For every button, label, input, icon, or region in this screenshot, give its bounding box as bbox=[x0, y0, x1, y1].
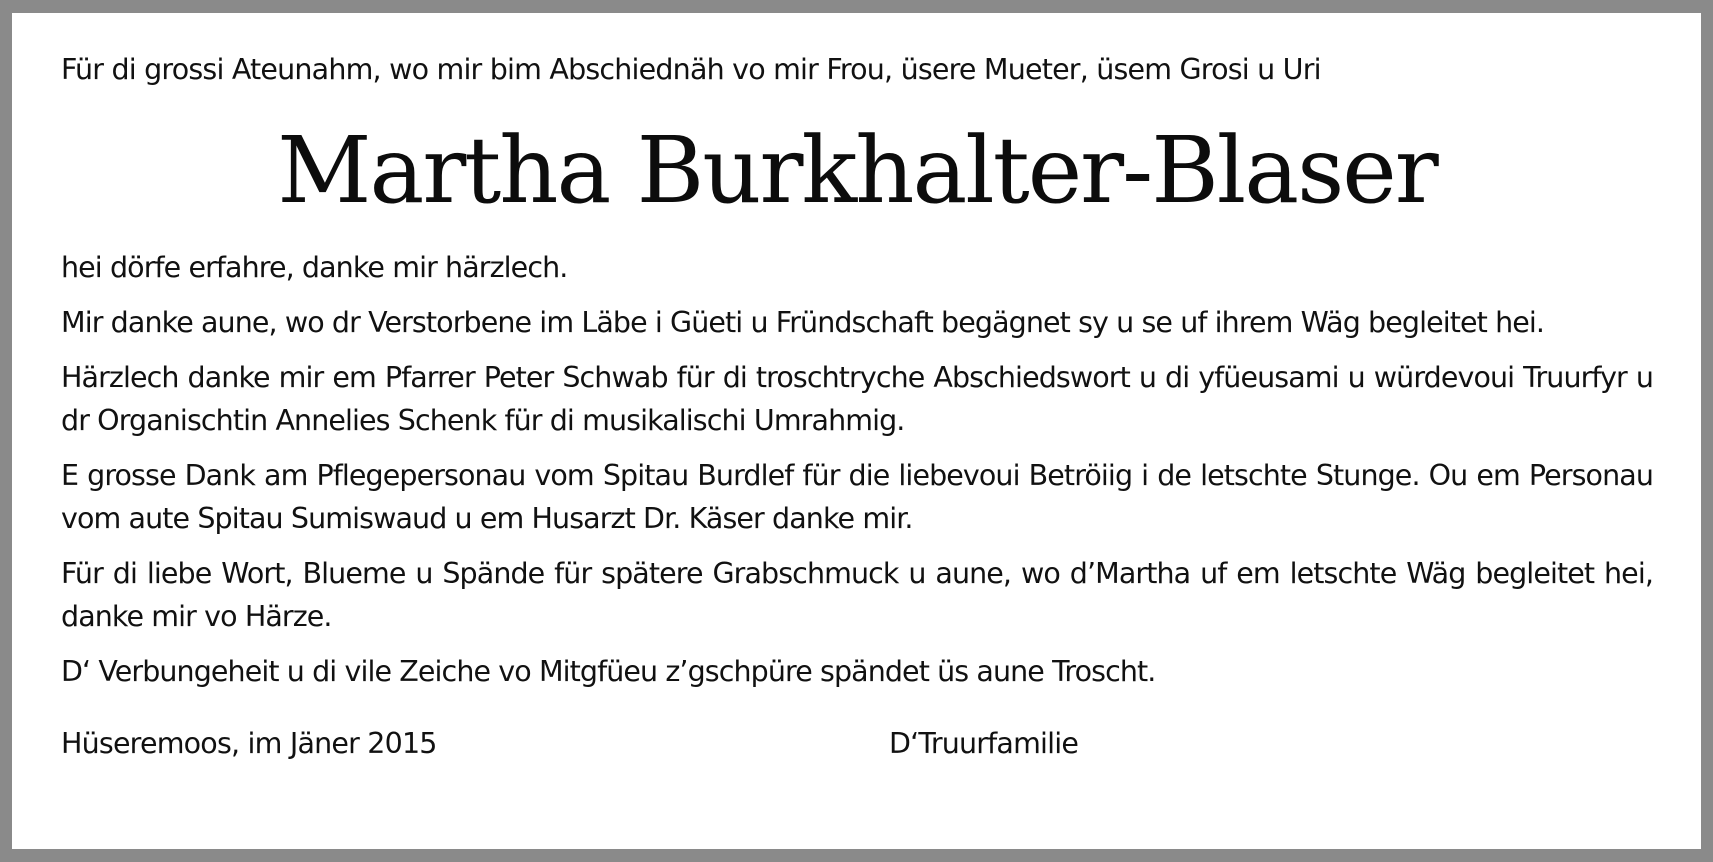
intro-line: Für di grossi Ateunahm, wo mir bim Abschiednäh vo mir Frou, üsere Mueter, üsem Grosi u Uri bbox=[61, 53, 1321, 86]
notice-footer bbox=[61, 722, 1653, 766]
paragraph-4: E grosse Dank am Pflegepersonau vom Spitau Burdlef für die liebevoui Betröiig i de letschte Stunge. Ou em Personau vom aute Spitau Sumiswaud u em Husarzt Dr. Käser danke mir. bbox=[61, 459, 1653, 535]
paragraph-2: Mir danke aune, wo dr Verstorbene im Läbe i Güeti u Fründschaft begägnet sy u se uf ihrem Wäg begleitet hei. bbox=[61, 306, 1545, 339]
family-signature: D‘Truurfamilie bbox=[889, 727, 1079, 760]
paragraph-1: hei dörfe erfahre, danke mir härzlech. bbox=[61, 251, 568, 284]
thanks-paragraphs bbox=[61, 246, 1653, 693]
place-date: Hüseremoos, im Jäner 2015 bbox=[61, 727, 437, 760]
paragraph-6: D‘ Verbungeheit u di vile Zeiche vo Mitgfüeu z’gschpüre spändet üs aune Troscht. bbox=[61, 655, 1156, 688]
notice-body bbox=[61, 50, 1653, 705]
paragraph-3: Härzlech danke mir em Pfarrer Peter Schwab für di troschtryche Abschiedswort u di yfüeusami u würdevoui Truurfyr u dr Organischtin Annelies Schenk für di musikalischi Umrahmig. bbox=[61, 361, 1653, 437]
deceased-name: Martha Burkhalter-Blaser bbox=[277, 117, 1437, 224]
paragraph-5: Für di liebe Wort, Blueme u Spände für spätere Grabschmuck u aune, wo d’Martha uf em letschte Wäg begleitet hei, danke mir vo Härze. bbox=[61, 557, 1653, 633]
